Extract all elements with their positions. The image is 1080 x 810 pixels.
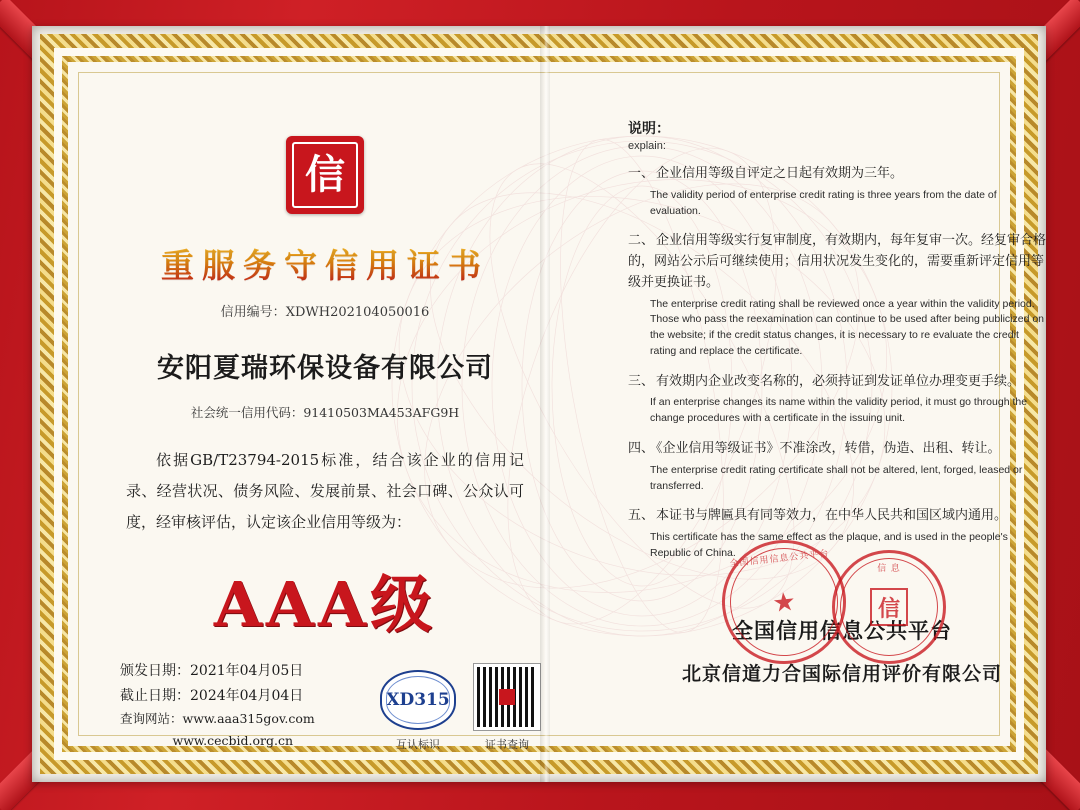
certificate-number-value: XDWH202104050016 <box>285 305 430 320</box>
credit-seal-glyph: 信 <box>870 588 908 626</box>
usci-value: 91410503MA453AFG9H <box>303 405 460 420</box>
explain-item-cn <box>628 372 1048 393</box>
mark-block <box>380 664 540 752</box>
certificate-query-mark <box>474 664 540 752</box>
certificate-body-text: 依据GB/T23794-2015标准，结合该企业的信用记录、经营状况、债务风险、发展前景、社会口碑、公众认可度，经审核评估，认定该企业信用等级为： <box>126 451 524 531</box>
issuer-platform-name: 全国信用信息公共平台 <box>732 618 952 643</box>
expiry-date-value: 2024年04月04日 <box>190 687 304 704</box>
mutual-recognition-label: 互认标识 <box>396 739 440 751</box>
explain-item <box>628 372 1048 427</box>
explain-item <box>628 231 1048 359</box>
explain-item-cn-text: 企业信用等级自评定之日起有效期为三年。 <box>656 166 904 181</box>
explain-item-number: 五、 <box>628 508 655 524</box>
certificate-number <box>110 301 540 320</box>
query-site-label: 查询网站： <box>120 711 183 727</box>
xd315-badge-text: XD315 <box>386 690 450 710</box>
explain-item-cn <box>628 164 1048 185</box>
explain-item-en: The validity period of enterprise credit rating is three years from the date of evaluation. <box>650 188 997 217</box>
explain-item-number: 四、 <box>628 440 655 456</box>
issuer-company-name: 北京信道力合国际信用评价有限公司 <box>681 663 1002 685</box>
issue-date-value: 2021年04月05日 <box>190 663 304 680</box>
date-block <box>120 659 315 752</box>
official-seal-text: 全国信用信息公共平台 <box>729 548 830 569</box>
logo-glyph: 信 <box>292 142 358 208</box>
explain-item-cn-text: 本证书与牌匾具有同等效力，在中华人民共和国区域内通用。 <box>656 508 1008 524</box>
expiry-date-label: 截止日期： <box>120 687 190 704</box>
explain-item-cn <box>628 506 1048 527</box>
query-site-value[interactable]: www.aaa315gov.com <box>182 711 315 727</box>
certificate-query-label: 证书查询 <box>485 739 529 751</box>
explain-item <box>628 164 1048 219</box>
certificate-number-label: 信用编号： <box>220 305 286 320</box>
issue-date-label: 颁发日期： <box>120 663 190 680</box>
explain-item-en: If an enterprise changes its name within the validity period, it must go through the change procedures with a certificate in the issuing unit. <box>650 396 1028 425</box>
explain-heading-cn: 说明： <box>628 121 670 137</box>
usci-label: 社会统一信用代码： <box>190 405 304 420</box>
explain-item <box>628 439 1048 494</box>
credit-seal-round <box>832 550 946 664</box>
explain-item-cn <box>628 231 1048 293</box>
query-site-row <box>120 708 315 730</box>
credit-logo <box>286 136 364 214</box>
explain-item-cn-text: 有效期内企业改变名称的，必须持证到发证单位办理变更手续。 <box>656 373 1021 389</box>
certificate-left-panel <box>110 98 540 762</box>
explain-item-number: 二、 <box>628 233 655 249</box>
explain-item-number: 一、 <box>628 166 655 181</box>
explain-item-en: The enterprise credit rating shall be reviewed once a year within the validity period. Those who pass the reexamination can continue to be used after being publicized on the website; if the credit status changes, it is necessary to re evaluate the credit rating and replace the certificate. <box>650 297 1045 357</box>
issue-date-row <box>120 659 315 684</box>
explain-item-cn-text: 《企业信用等级证书》不准涂改，转借，伪造、出租、转让。 <box>656 440 1001 456</box>
star-icon: ★ <box>770 585 798 619</box>
certificate-footer <box>120 659 540 752</box>
query-site-row-2 <box>120 730 315 752</box>
explain-item-cn-text: 企业信用等级实行复审制度，有效期内，每年复审一次。经复审合格的，网站公示后可继续使用；信用状况发生变化的，需要重新评定信用等级并更换证书。 <box>628 233 1047 290</box>
explain-heading-en: explain: <box>628 140 666 152</box>
query-site-value-2[interactable]: www.cecbid.org.cn <box>172 733 293 749</box>
credit-grade: AAA级 <box>213 568 437 642</box>
explain-item-cn <box>628 439 1048 460</box>
usci-row <box>110 403 540 421</box>
company-name: 安阳夏瑞环保设备有限公司 <box>157 353 493 384</box>
credit-seal-text: 信 息 <box>877 563 901 573</box>
xd315-badge-icon <box>380 670 456 730</box>
mutual-recognition-mark <box>380 670 456 752</box>
explain-item-en: This certificate has the same effect as the plaque, and is used in the people's Republic of China. <box>650 531 1008 559</box>
qr-code-icon[interactable] <box>474 664 540 730</box>
center-fold-shadow <box>540 26 550 782</box>
explain-item-number: 三、 <box>628 373 655 389</box>
explain-item-en: The enterprise credit rating certificate shall not be altered, lent, forged, leased or transferred. <box>650 463 1023 492</box>
expiry-date-row <box>120 684 315 709</box>
certificate-sheet <box>32 26 1046 782</box>
certificate-title: 重服务守信用证书 <box>110 240 540 287</box>
